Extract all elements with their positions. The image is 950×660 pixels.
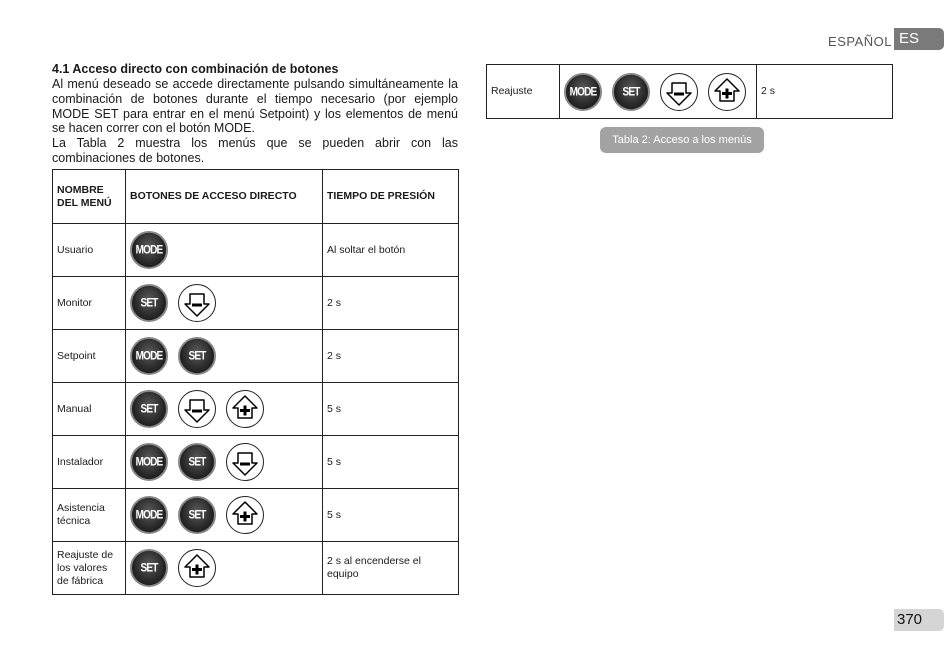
set-button-icon bbox=[130, 549, 168, 587]
set-button-icon bbox=[178, 443, 216, 481]
language-badge: ES bbox=[894, 28, 944, 50]
button-combination bbox=[126, 330, 323, 383]
set-button-icon bbox=[130, 284, 168, 322]
table-row bbox=[487, 65, 893, 119]
minus-down-arrow-icon bbox=[178, 390, 216, 428]
button-combination bbox=[126, 542, 323, 595]
menu-name: Usuario bbox=[53, 224, 126, 277]
plus-up-arrow-icon bbox=[708, 73, 746, 111]
button-label: SET bbox=[616, 74, 646, 109]
menu-name: Instalador bbox=[53, 436, 126, 489]
menu-name: Setpoint bbox=[53, 330, 126, 383]
set-button-icon bbox=[178, 496, 216, 534]
button-combination bbox=[126, 489, 323, 542]
button-group bbox=[130, 443, 318, 481]
set-button-icon bbox=[612, 73, 650, 111]
button-combination bbox=[126, 224, 323, 277]
paragraph: La Tabla 2 muestra los menús que se pueden abrir con las combinaciones de botones. bbox=[52, 136, 458, 165]
button-label: SET bbox=[134, 286, 164, 321]
mode-button-icon bbox=[564, 73, 602, 111]
button-label: SET bbox=[134, 392, 164, 427]
mode-button-icon bbox=[130, 443, 168, 481]
button-label: SET bbox=[182, 339, 212, 374]
menu-name: Asistencia técnica bbox=[53, 489, 126, 542]
button-group bbox=[130, 284, 318, 322]
button-label: MODE bbox=[134, 339, 164, 374]
button-group bbox=[130, 337, 318, 375]
table-row bbox=[53, 224, 459, 277]
button-label: MODE bbox=[568, 74, 598, 109]
button-label: MODE bbox=[134, 498, 164, 533]
table-row bbox=[53, 436, 459, 489]
menu-access-table bbox=[52, 169, 459, 595]
press-time: 2 s al encenderse el equipo bbox=[323, 542, 459, 595]
set-button-icon bbox=[178, 337, 216, 375]
table-body bbox=[53, 224, 459, 595]
plus-up-arrow-icon bbox=[226, 390, 264, 428]
menu-name: Reajuste de los valores de fábrica bbox=[53, 542, 126, 595]
button-label: SET bbox=[134, 551, 164, 586]
mode-button-icon bbox=[130, 496, 168, 534]
press-time: Al soltar el botón bbox=[323, 224, 459, 277]
button-combination bbox=[126, 383, 323, 436]
button-group bbox=[130, 231, 318, 269]
table-row bbox=[53, 489, 459, 542]
table-row bbox=[53, 542, 459, 595]
button-label: SET bbox=[182, 445, 212, 480]
button-label: MODE bbox=[134, 445, 164, 480]
plus-up-arrow-icon bbox=[226, 496, 264, 534]
menu-name: Monitor bbox=[53, 277, 126, 330]
set-button-icon bbox=[130, 390, 168, 428]
table-row bbox=[53, 383, 459, 436]
press-time: 5 s bbox=[323, 489, 459, 542]
button-combination bbox=[126, 277, 323, 330]
table-body bbox=[487, 65, 893, 119]
press-time: 5 s bbox=[323, 436, 459, 489]
press-time: 2 s bbox=[323, 330, 459, 383]
button-label: SET bbox=[182, 498, 212, 533]
press-time: 2 s bbox=[757, 65, 893, 119]
header-buttons: BOTONES DE ACCESO DIRECTO bbox=[126, 170, 323, 224]
mode-button-icon bbox=[130, 231, 168, 269]
minus-down-arrow-icon bbox=[660, 73, 698, 111]
menu-name: Manual bbox=[53, 383, 126, 436]
header-press-time: TIEMPO DE PRESIÓN bbox=[323, 170, 459, 224]
menu-access-table-continued bbox=[486, 64, 893, 119]
section-title: 4.1 Acceso directo con combinación de botones bbox=[52, 62, 339, 76]
table-caption: Tabla 2: Acceso a los menús bbox=[600, 127, 764, 153]
minus-down-arrow-icon bbox=[226, 443, 264, 481]
table-header-row bbox=[53, 170, 459, 224]
language-label: ESPAÑOL bbox=[828, 34, 892, 49]
button-combination bbox=[560, 65, 757, 119]
section-text bbox=[52, 62, 458, 166]
button-label: MODE bbox=[134, 233, 164, 268]
header-menu-name: NOMBRE DEL MENÚ bbox=[53, 170, 126, 224]
page-number: 370 bbox=[894, 609, 944, 631]
press-time: 2 s bbox=[323, 277, 459, 330]
button-group bbox=[564, 73, 752, 111]
minus-down-arrow-icon bbox=[178, 284, 216, 322]
paragraph: Al menú deseado se accede directamente pulsando simultáneamente la combinación de botones durante el tiempo necesario (por ejemplo MODE SET para entrar en el menú Setpoint) y los elementos de menú se hacen correr con el botón MODE. bbox=[52, 77, 458, 136]
button-combination bbox=[126, 436, 323, 489]
table-row bbox=[53, 277, 459, 330]
press-time: 5 s bbox=[323, 383, 459, 436]
mode-button-icon bbox=[130, 337, 168, 375]
button-group bbox=[130, 549, 318, 587]
plus-up-arrow-icon bbox=[178, 549, 216, 587]
menu-name: Reajuste bbox=[487, 65, 560, 119]
table-row bbox=[53, 330, 459, 383]
button-group bbox=[130, 390, 318, 428]
language-header bbox=[828, 28, 944, 50]
button-group bbox=[130, 496, 318, 534]
